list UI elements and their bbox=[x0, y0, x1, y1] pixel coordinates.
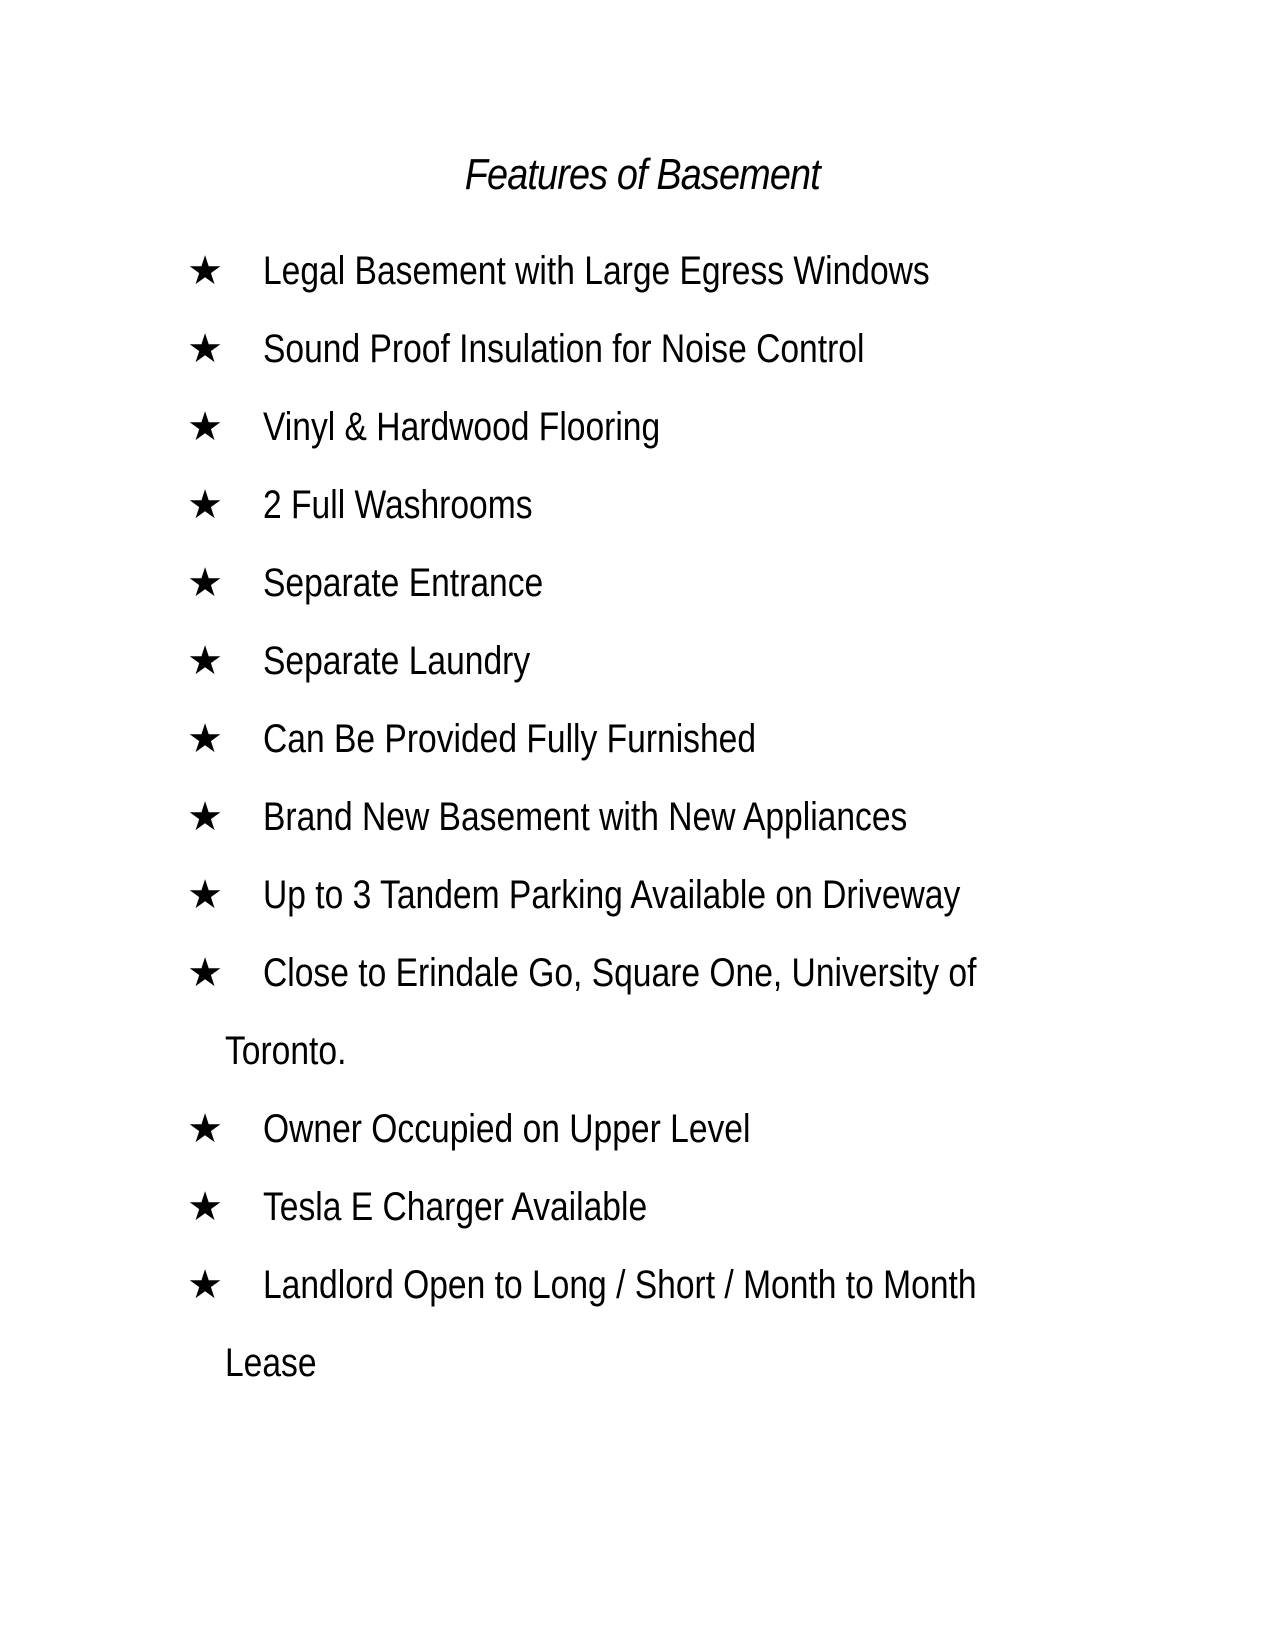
feature-text-continued: Lease bbox=[225, 1341, 317, 1385]
list-item bbox=[185, 856, 1085, 934]
star-icon: ★ bbox=[187, 561, 223, 605]
star-icon: ★ bbox=[187, 951, 223, 995]
list-item bbox=[185, 700, 1085, 778]
list-item bbox=[185, 1168, 1085, 1246]
features-list bbox=[185, 232, 1085, 1402]
list-item bbox=[185, 232, 1085, 310]
feature-text: Vinyl & Hardwood Flooring bbox=[263, 405, 661, 449]
star-icon: ★ bbox=[187, 1185, 223, 1229]
list-item bbox=[185, 466, 1085, 544]
star-icon: ★ bbox=[187, 327, 223, 371]
feature-text: Can Be Provided Fully Furnished bbox=[263, 717, 757, 761]
star-icon: ★ bbox=[187, 1107, 223, 1151]
feature-text: Brand New Basement with New Appliances bbox=[263, 795, 908, 839]
star-icon: ★ bbox=[187, 717, 223, 761]
star-icon: ★ bbox=[187, 873, 223, 917]
feature-text: Up to 3 Tandem Parking Available on Driveway bbox=[263, 873, 961, 917]
list-item bbox=[185, 622, 1085, 700]
list-item bbox=[185, 778, 1085, 856]
star-icon: ★ bbox=[187, 405, 223, 449]
page-title: Features of Basement bbox=[464, 150, 820, 199]
feature-text: 2 Full Washrooms bbox=[263, 483, 533, 527]
star-icon: ★ bbox=[187, 249, 223, 293]
list-item bbox=[185, 1090, 1085, 1168]
feature-text: Separate Laundry bbox=[263, 639, 531, 683]
feature-text: Close to Erindale Go, Square One, University of bbox=[263, 951, 977, 995]
star-icon: ★ bbox=[187, 795, 223, 839]
feature-text: Sound Proof Insulation for Noise Control bbox=[263, 327, 865, 371]
list-item bbox=[185, 544, 1085, 622]
feature-text-continued: Toronto. bbox=[225, 1029, 347, 1073]
star-icon: ★ bbox=[187, 639, 223, 683]
list-item bbox=[185, 1246, 1085, 1402]
feature-text: Legal Basement with Large Egress Windows bbox=[263, 249, 930, 293]
list-item bbox=[185, 388, 1085, 466]
feature-text: Separate Entrance bbox=[263, 561, 544, 605]
list-item bbox=[185, 310, 1085, 388]
list-item bbox=[185, 934, 1085, 1090]
feature-text: Owner Occupied on Upper Level bbox=[263, 1107, 751, 1151]
feature-text: Landlord Open to Long / Short / Month to Month bbox=[263, 1263, 977, 1307]
star-icon: ★ bbox=[187, 483, 223, 527]
star-icon: ★ bbox=[187, 1263, 223, 1307]
feature-text: Tesla E Charger Available bbox=[263, 1185, 648, 1229]
